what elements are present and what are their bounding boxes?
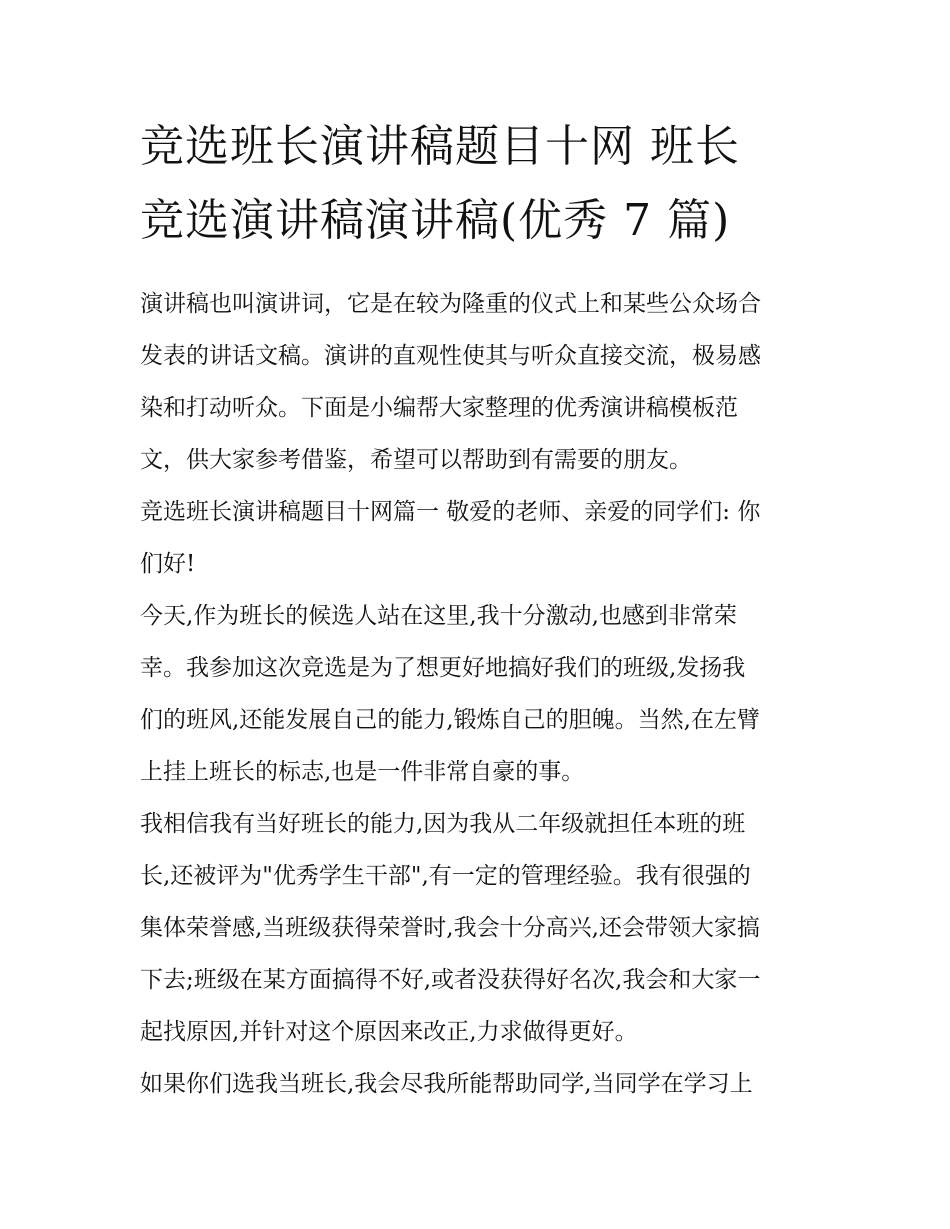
text-line: 们好!: [140, 551, 196, 577]
text-line: 竞选班长演讲稿题目十网篇一 敬爱的老师、亲爱的同学们: 你: [140, 499, 761, 525]
title-line: 竞选班长演讲稿题目十网 班长: [140, 121, 740, 172]
text-line: 演讲稿也叫演讲词，它是在较为隆重的仪式上和某些公众场合: [140, 291, 761, 317]
document-title: [140, 110, 820, 258]
text-line: 集体荣誉感,当班级获得荣誉时,我会十分高兴,还会带领大家搞: [140, 915, 760, 941]
text-line: 染和打动听众。下面是小编帮大家整理的优秀演讲稿模板范: [140, 395, 738, 421]
title-line: 竞选演讲稿演讲稿(优秀 7 篇): [140, 195, 731, 246]
document-body: [140, 278, 820, 1110]
text-line: 下去;班级在某方面搞得不好,或者没获得好名次,我会和大家一: [140, 967, 761, 993]
section-heading-paragraph: [140, 486, 820, 590]
intro-paragraph: [140, 278, 820, 486]
text-line: 今天,作为班长的候选人站在这里,我十分激动,也感到非常荣: [140, 603, 737, 629]
text-line: 长,还被评为"优秀学生干部",有一定的管理经验。我有很强的: [140, 863, 751, 889]
body-paragraph: [140, 590, 820, 798]
text-line: 如果你们选我当班长,我会尽我所能帮助同学,当同学在学习上: [140, 1071, 753, 1097]
text-line: 上挂上班长的标志,也是一件非常自豪的事。: [140, 759, 585, 785]
text-line: 们的班风,还能发展自己的能力,锻炼自己的胆魄。当然,在左臂: [140, 707, 760, 733]
body-paragraph: [140, 1058, 820, 1110]
text-line: 文，供大家参考借鉴，希望可以帮助到有需要的朋友。: [140, 447, 692, 473]
body-paragraph: [140, 798, 820, 1058]
text-line: 起找原因,并针对这个原因来改正,力求做得更好。: [140, 1019, 638, 1045]
text-line: 发表的讲话文稿。演讲的直观性使其与听众直接交流，极易感: [140, 343, 761, 369]
text-line: 幸。我参加这次竞选是为了想更好地搞好我们的班级,发扬我: [140, 655, 746, 681]
text-line: 我相信我有当好班长的能力,因为我从二年级就担任本班的班: [140, 811, 746, 837]
